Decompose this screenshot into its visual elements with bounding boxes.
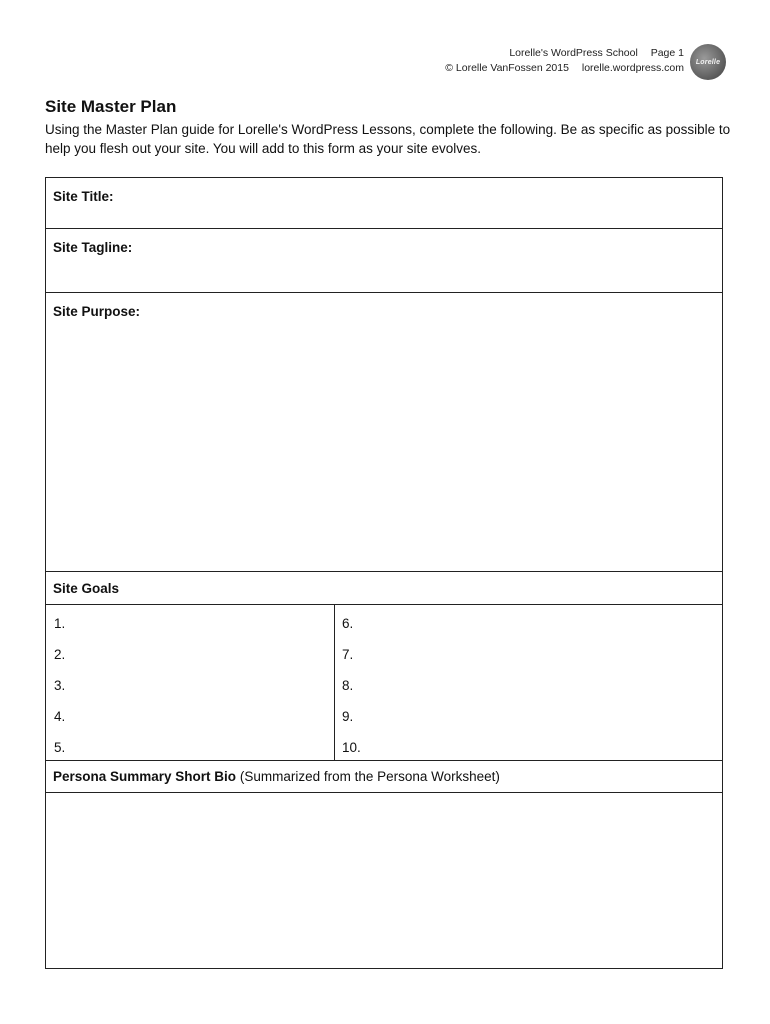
goal-item[interactable]: 2. — [54, 647, 66, 662]
goal-item[interactable]: 4. — [54, 709, 66, 724]
master-plan-form — [45, 177, 723, 969]
site-tagline-field[interactable] — [46, 229, 722, 293]
school-name: Lorelle's WordPress School — [509, 47, 638, 59]
site-purpose-label: Site Purpose: — [53, 304, 141, 319]
goal-item[interactable]: 6. — [342, 616, 354, 631]
site-goals-grid — [46, 605, 722, 761]
persona-label-bold: Persona Summary Short Bio — [53, 769, 237, 784]
site-goals-header — [46, 572, 722, 605]
goal-item[interactable]: 8. — [342, 678, 354, 693]
goal-item[interactable]: 9. — [342, 709, 354, 724]
persona-label-note: (Summarized from the Persona Worksheet) — [239, 769, 500, 784]
copyright-text: © Lorelle VanFossen 2015 — [445, 62, 569, 74]
persona-bio-field[interactable] — [46, 793, 722, 968]
site-purpose-field[interactable] — [46, 293, 722, 572]
website-link[interactable]: lorelle.wordpress.com — [581, 62, 684, 74]
site-title-label: Site Title: — [53, 189, 114, 204]
persona-label — [53, 769, 500, 784]
goal-item[interactable]: 5. — [54, 740, 66, 755]
persona-header — [46, 761, 722, 793]
goal-item[interactable]: 1. — [54, 616, 66, 631]
goal-item[interactable]: 7. — [342, 647, 354, 662]
logo-text: Lorelle — [695, 58, 721, 66]
page-header — [445, 46, 684, 76]
site-tagline-label: Site Tagline: — [53, 240, 133, 255]
school-logo — [690, 44, 726, 80]
page-number: Page 1 — [650, 47, 684, 59]
site-title-field[interactable] — [46, 178, 722, 229]
document-title: Site Master Plan — [45, 97, 177, 116]
goal-item[interactable]: 10. — [342, 740, 361, 755]
site-goals-label: Site Goals — [53, 581, 120, 596]
goal-item[interactable]: 3. — [54, 678, 66, 693]
document-intro: Using the Master Plan guide for Lorelle's WordPress Lessons, complete the following. Be as specific as possible to help you flesh out your site. You will add to this form as your site evolves. — [45, 122, 731, 156]
goals-column-divider — [334, 605, 335, 760]
